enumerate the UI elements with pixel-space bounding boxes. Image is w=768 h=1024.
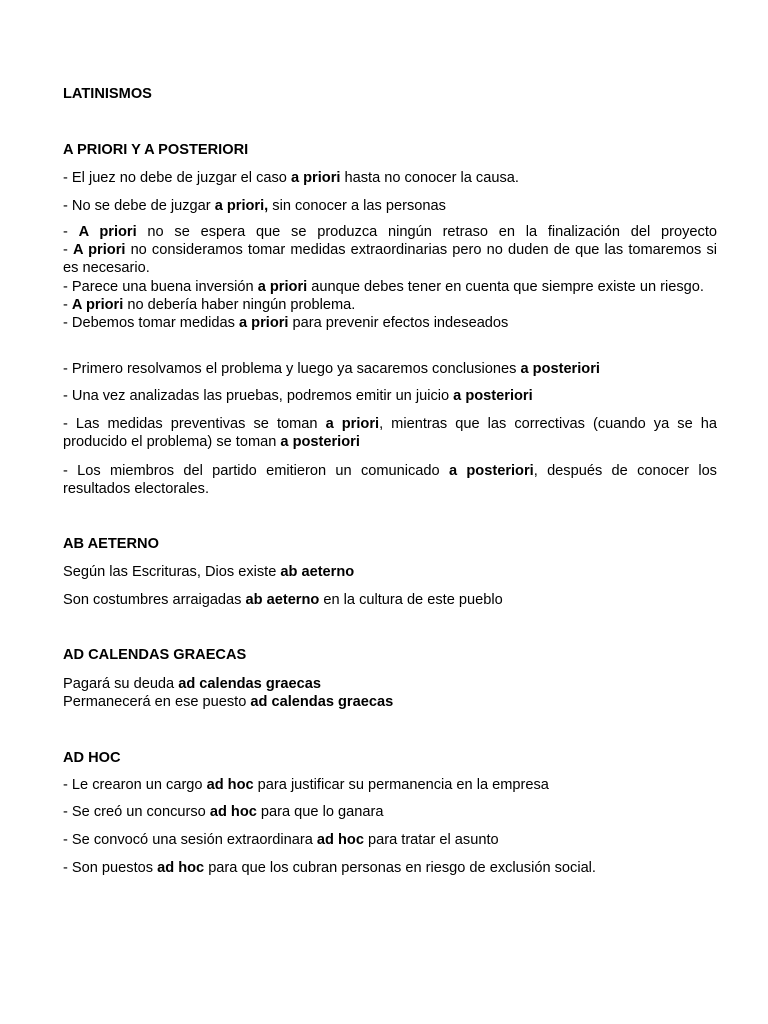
example-sentence [63, 591, 717, 609]
example-sentence [63, 776, 717, 794]
latin-term: ab aeterno [245, 592, 320, 608]
example-sentence [63, 675, 717, 693]
latin-term: a priori [257, 278, 308, 295]
example-sentence [63, 278, 717, 296]
latin-term: a posteriori [453, 388, 533, 404]
sentence-text: no debería haber ningún problema. [123, 296, 356, 313]
section-heading-ab-aeterno: AB AETERNO [63, 536, 159, 552]
example-sentence [63, 197, 717, 215]
sentence-text: - Debemos tomar medidas [63, 315, 240, 332]
latin-term: a posteriori [280, 434, 360, 451]
latin-term: a priori [325, 416, 380, 432]
sentence-text: Permanecerá en ese puesto [63, 694, 251, 711]
example-sentence [63, 563, 717, 581]
example-sentence [63, 314, 717, 332]
sentence-text: Según las Escrituras, Dios existe [63, 564, 281, 580]
sentence-text: para que lo ganara [256, 804, 384, 820]
sentence-text: - Una vez analizadas las pruebas, podremos emitir un juicio [63, 388, 454, 404]
section-heading-ad-calendas-graecas: AD CALENDAS GRAECAS [63, 647, 247, 663]
section-heading-ad-hoc: AD HOC [63, 750, 121, 766]
sentence-text: Son costumbres arraigadas [63, 592, 246, 608]
latin-term: a posteriori [520, 361, 600, 377]
example-sentence [63, 169, 717, 187]
sentence-text: - Le crearon un cargo [63, 777, 207, 793]
example-sentence [63, 241, 717, 277]
latin-term: a posteriori [448, 463, 534, 479]
latin-term: ad hoc [316, 832, 364, 848]
latin-term: A priori [78, 224, 137, 240]
sentence-text: Pagará su deuda [63, 676, 179, 692]
document-title: LATINISMOS [63, 86, 152, 102]
latin-term: ab aeterno [280, 564, 355, 580]
latin-term: ad hoc [209, 804, 257, 820]
example-paragraph [63, 223, 717, 332]
example-sentence [63, 462, 717, 498]
example-sentence [63, 360, 717, 378]
sentence-text: para tratar el asunto [363, 832, 499, 848]
latin-term: ad hoc [157, 860, 205, 876]
sentence-text: para prevenir efectos indeseados [288, 315, 509, 332]
sentence-text: - Se convocó una sesión extraordinara [63, 832, 317, 848]
example-sentence [63, 415, 717, 451]
sentence-text: en la cultura de este pueblo [319, 592, 503, 608]
sentence-text: - [63, 242, 73, 259]
sentence-text: - Se creó un concurso [63, 804, 210, 820]
example-sentence [63, 693, 717, 711]
sentence-text: - Son puestos [63, 860, 158, 876]
sentence-text: para que los cubran personas en riesgo de exclusión social. [204, 860, 596, 876]
latin-term: ad calendas graecas [178, 676, 321, 692]
latin-term: A priori [71, 296, 124, 313]
latin-term: a priori, [214, 198, 269, 214]
latin-term: a priori [290, 170, 341, 186]
sentence-text: - El juez no debe de juzgar el caso [63, 170, 291, 186]
latin-term: ad hoc [206, 777, 254, 793]
latin-term: ad calendas graecas [250, 694, 394, 711]
example-paragraph [63, 675, 717, 711]
sentence-text: - Los miembros del partido emitieron un comunicado [63, 463, 449, 479]
sentence-text: , después de conocer los resultados electorales. [63, 463, 717, 498]
section-heading-a-priori: A PRIORI Y A POSTERIORI [63, 142, 249, 158]
sentence-text: - Primero resolvamos el problema y luego ya sacaremos conclusiones [63, 361, 521, 377]
sentence-text: para justificar su permanencia en la empresa [253, 777, 549, 793]
sentence-text: sin conocer a las personas [268, 198, 446, 214]
sentence-text: - Las medidas preventivas se toman [63, 416, 326, 432]
sentence-text: no consideramos tomar medidas extraordinarias pero no duden de que las tomaremos si es necesario. [63, 242, 717, 277]
example-sentence [63, 387, 717, 405]
sentence-text: - No se debe de juzgar [63, 198, 215, 214]
latin-term: A priori [73, 242, 126, 259]
example-sentence [63, 296, 717, 314]
example-sentence [63, 223, 717, 241]
example-sentence [63, 859, 717, 877]
example-sentence [63, 803, 717, 821]
sentence-text: hasta no conocer la causa. [340, 170, 519, 186]
latin-term: a priori [239, 315, 289, 332]
sentence-text: - [63, 224, 79, 240]
sentence-text: aunque debes tener en cuenta que siempre existe un riesgo. [307, 278, 704, 295]
example-sentence [63, 831, 717, 849]
sentence-text: , mientras que las correctivas (cuando ya se ha producido el problema) se toman [63, 416, 717, 451]
sentence-text: - [63, 296, 72, 313]
sentence-text: - Parece una buena inversión [63, 278, 258, 295]
sentence-text: no se espera que se produzca ningún retraso en la finalización del proyecto [136, 224, 717, 240]
